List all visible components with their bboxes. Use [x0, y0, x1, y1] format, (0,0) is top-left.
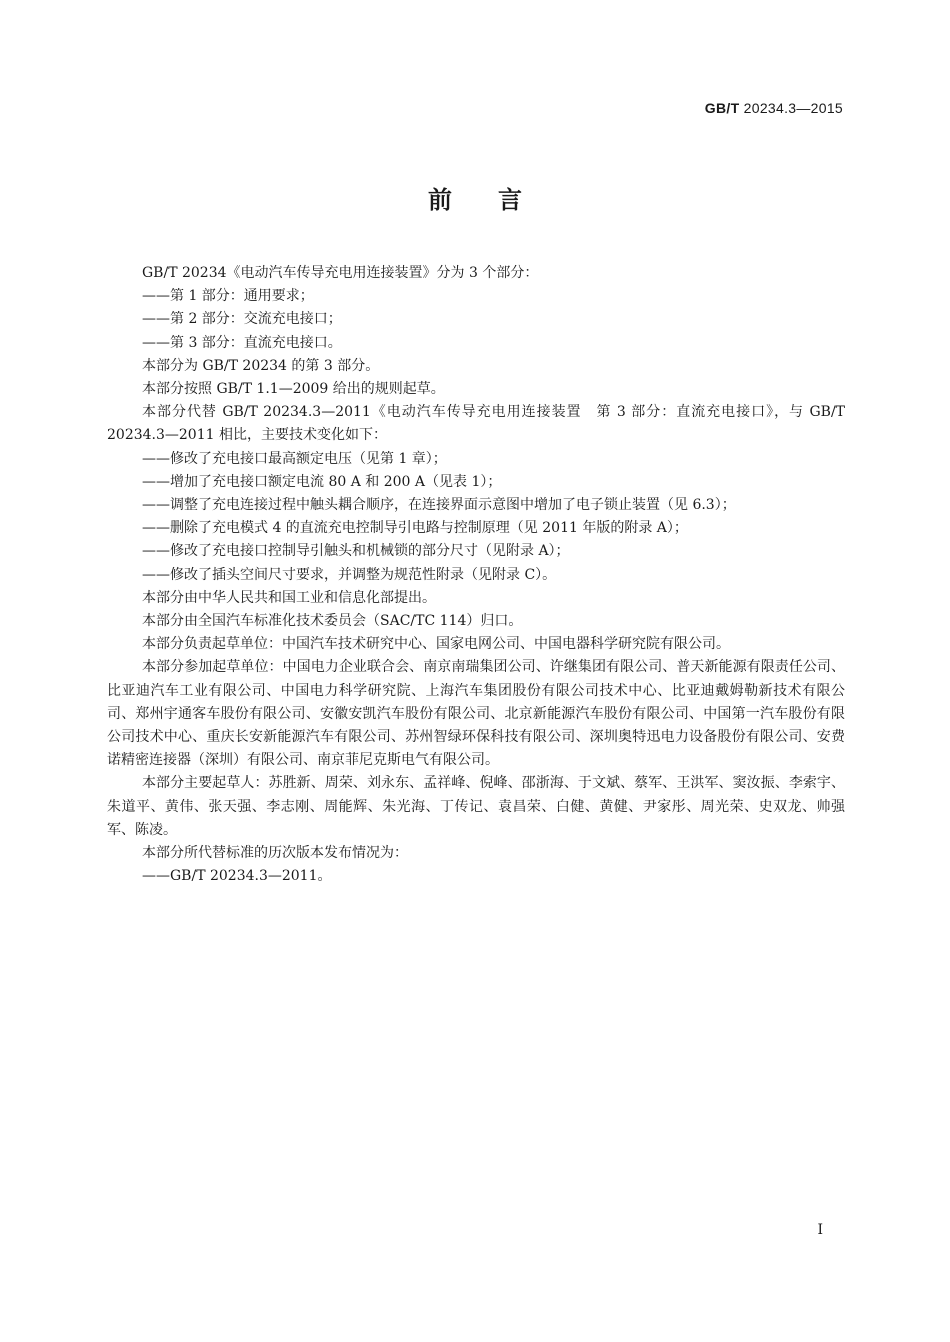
standard-number: 20234.3—2015 [743, 100, 843, 116]
list-item: ——GB/T 20234.3—2011。 [142, 868, 332, 885]
page-number: I [817, 1222, 823, 1238]
change-item: ——增加了充电接口额定电流 80 A 和 200 A（见表 1）； [142, 473, 502, 490]
participants-paragraph: 本部分参加起草单位：中国电力企业联合会、南京南瑞集团公司、许继集团有限公司、普天新能源有限责任公司、比亚迪汽车工业有限公司、中国电力科学研究院、上海汽车集团股份有限公司技术中心、比亚迪戴姆勒新技术有限公司、郑州宇通客车股份有限公司、安徽安凯汽车股份有限公司、北京新能源汽车股份有限公司、中国第一汽车股份有限公司技术中心、重庆长安新能源汽车有限公司、苏州智绿环保科技有限公司、深圳奥特迅电力设备股份有限公司、安费诺精密连接器（深圳）有限公司、南京菲尼克斯电气有限公司。 [107, 659, 845, 769]
paragraph: 本部分为 GB/T 20234 的第 3 部分。 [142, 357, 380, 374]
list-item: ——第 2 部分：交流充电接口； [142, 311, 342, 328]
intro-paragraph: GB/T 20234《电动汽车传导充电用连接装置》分为 3 个部分： [142, 265, 539, 281]
change-item: ——修改了插头空间尺寸要求，并调整为规范性附录（见附录 C）。 [142, 566, 557, 583]
document-header [705, 100, 843, 116]
change-item: ——修改了充电接口最高额定电压（见第 1 章）； [142, 450, 447, 467]
paragraph: 本部分按照 GB/T 1.1—2009 给出的规则起草。 [142, 381, 445, 398]
change-item: ——删除了充电模式 4 的直流充电控制导引电路与控制原理（见 2011 年版的附录 A）； [142, 520, 688, 537]
foreword-body [107, 262, 845, 888]
standard-code: GB/T [704, 100, 740, 116]
paragraph: 本部分由全国汽车标准化技术委员会（SAC/TC 114）归口。 [142, 613, 523, 630]
change-item: ——调整了充电连接过程中触头耦合顺序，在连接界面示意图中增加了电子锁止装置（见 6.3）； [142, 497, 736, 514]
replacement-paragraph: 本部分代替 GB/T 20234.3—2011《电动汽车传导充电用连接装置 第 3 部分：直流充电接口》，与 GB/T 20234.3—2011 相比，主要技术变化如下： [107, 404, 845, 444]
page-title: 前言 [428, 186, 568, 214]
paragraph: 本部分由中华人民共和国工业和信息化部提出。 [142, 589, 436, 606]
list-item: ——第 3 部分：直流充电接口。 [142, 334, 342, 351]
drafters-paragraph: 本部分主要起草人：苏胜新、周荣、刘永东、孟祥峰、倪峰、邵浙海、于文斌、蔡军、王洪军、窦汝振、李索宇、朱道平、黄伟、张天强、李志刚、周能辉、朱光海、丁传记、袁昌荣、白健、黄健、尹家彤、周光荣、史双龙、帅强军、陈凌。 [107, 775, 845, 838]
list-item: ——第 1 部分：通用要求； [142, 288, 314, 305]
change-item: ——修改了充电接口控制导引触头和机械锁的部分尺寸（见附录 A）； [142, 543, 570, 560]
paragraph: 本部分负责起草单位：中国汽车技术研究中心、国家电网公司、中国电器科学研究院有限公司。 [142, 636, 730, 653]
paragraph: 本部分所代替标准的历次版本发布情况为： [142, 845, 408, 862]
